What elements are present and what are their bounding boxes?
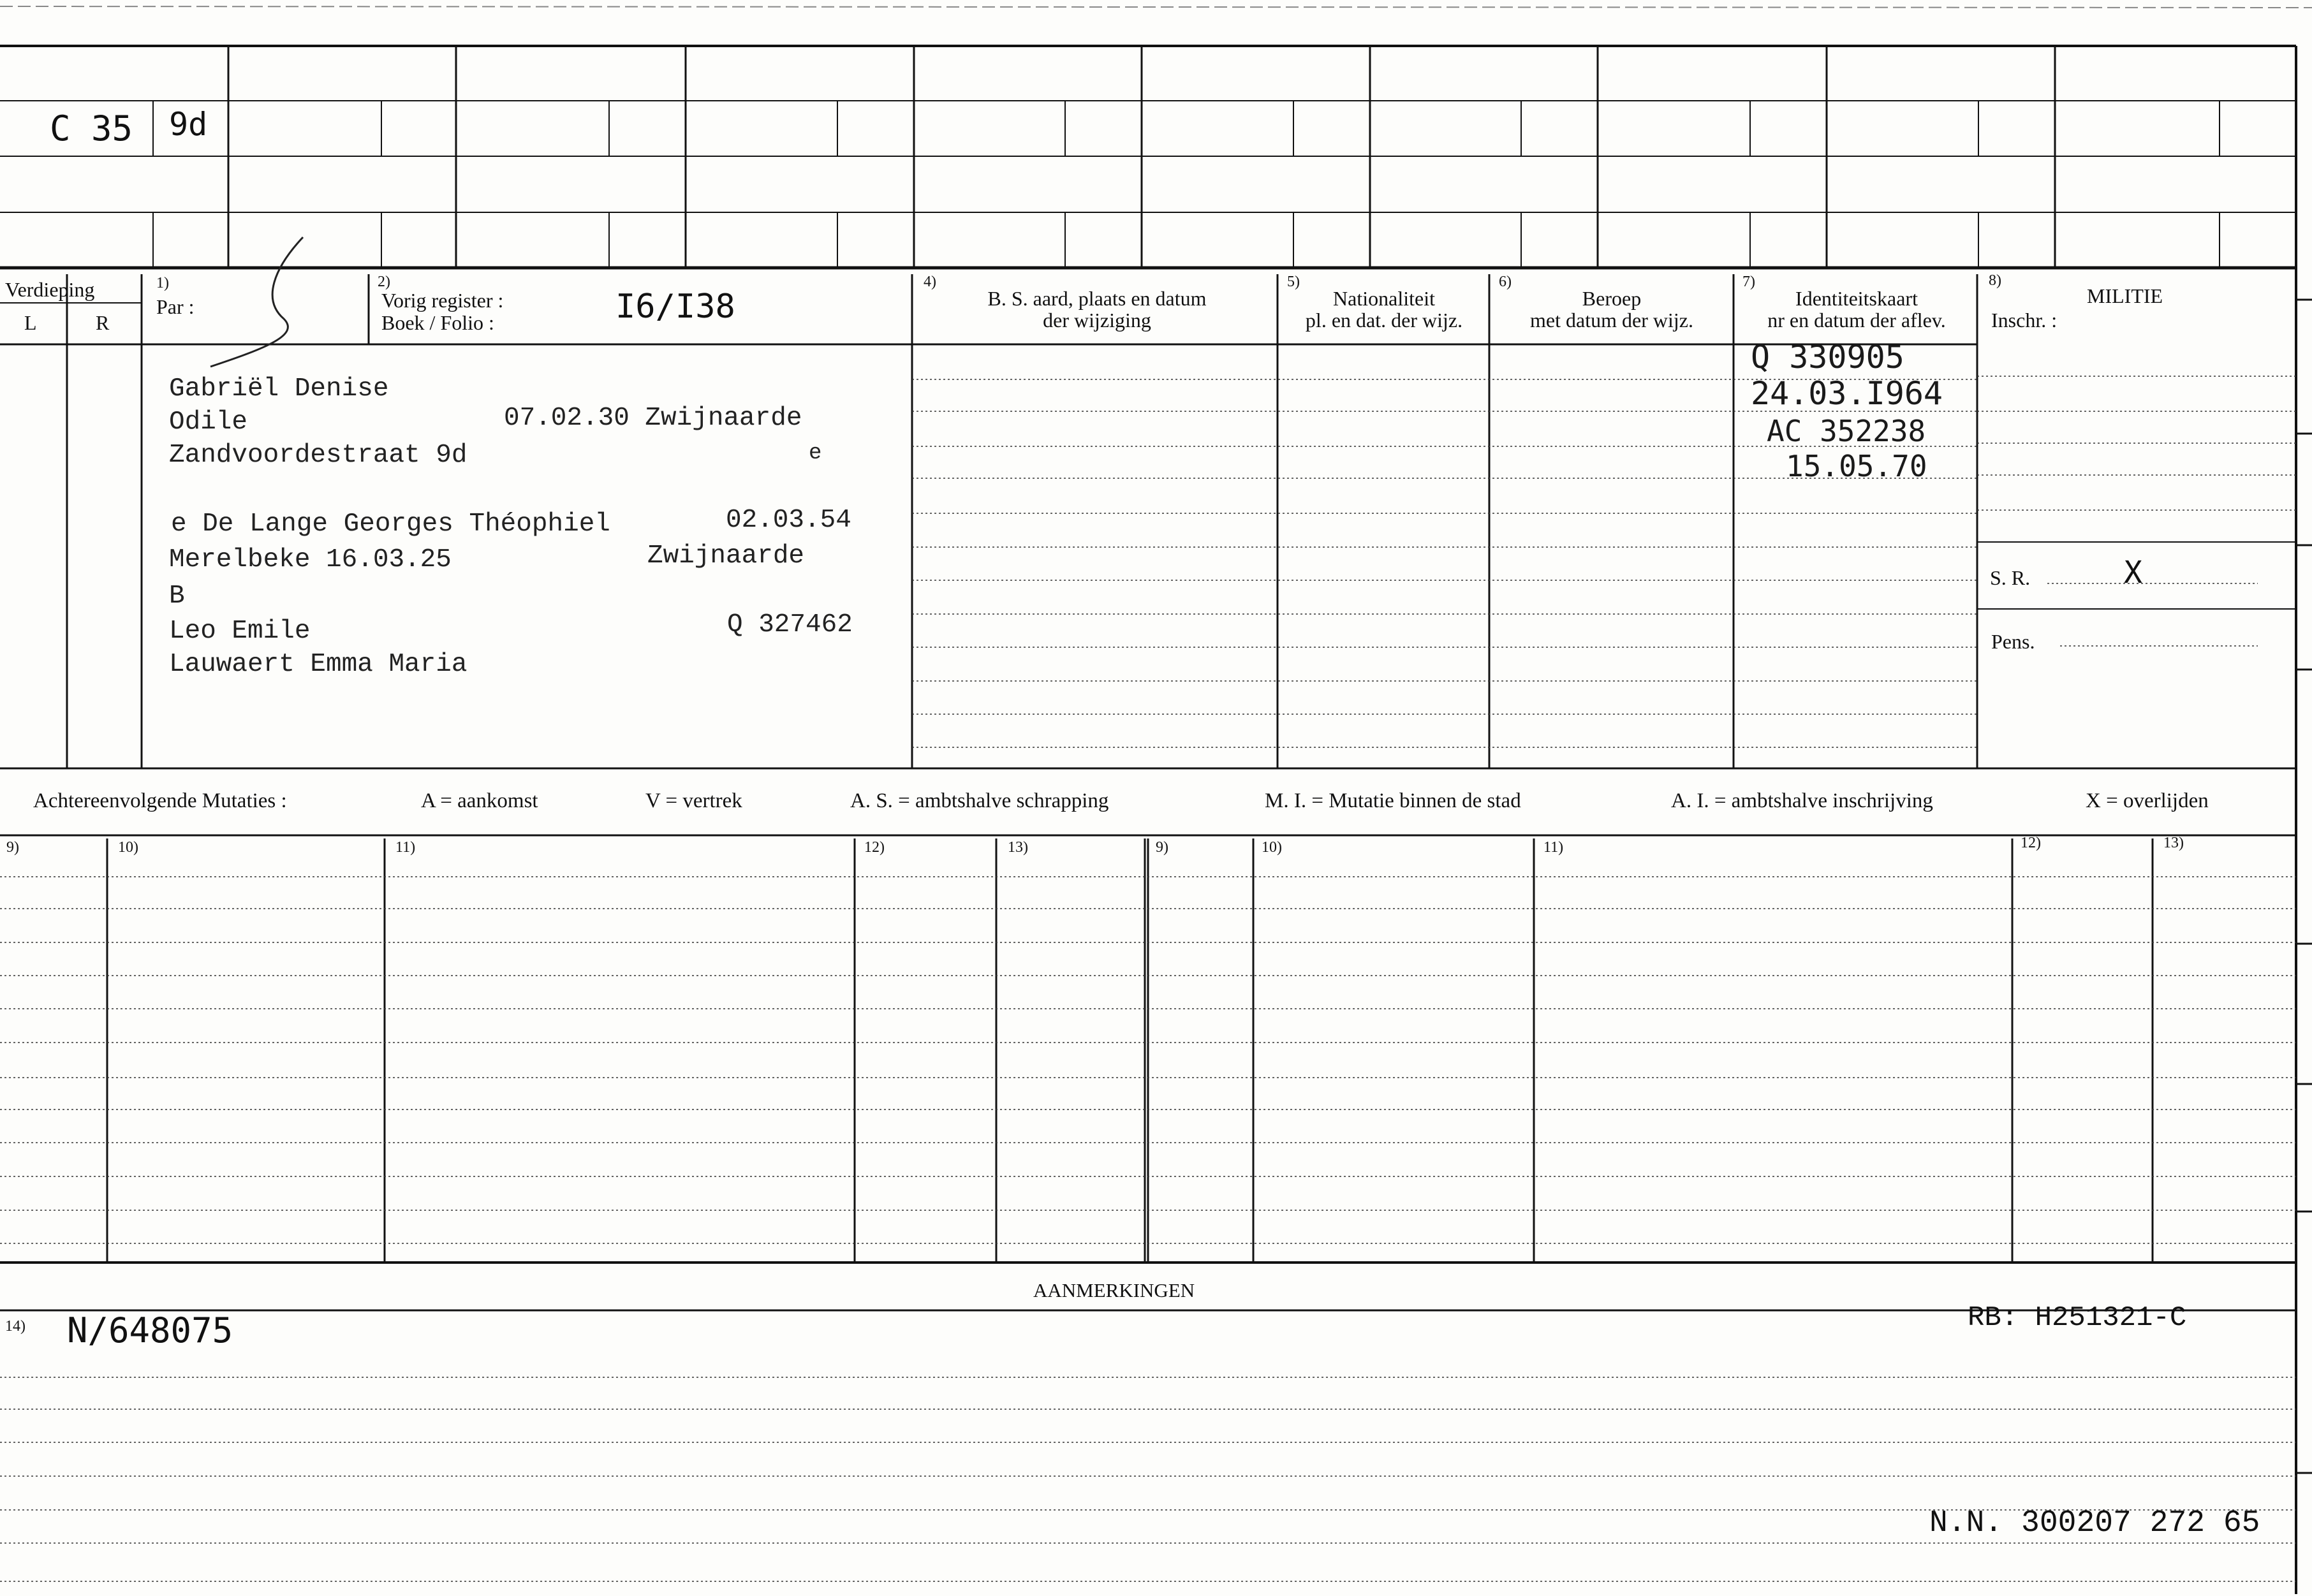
verdieping-left: L	[24, 311, 37, 334]
boek-folio-label: Boek / Folio :	[381, 311, 494, 334]
col2-number: 2)	[378, 274, 390, 290]
mut-col-number: 9)	[6, 839, 19, 856]
mut-col-number: 10)	[118, 839, 138, 856]
col6-number: 6)	[1499, 274, 1512, 290]
sr-label: S. R.	[1990, 566, 2031, 589]
child-name: Leo Emile	[169, 617, 311, 646]
marriage-place: Zwijnaarde	[647, 541, 805, 571]
nationaliteit-label: Nationaliteit	[1333, 287, 1435, 310]
house-number: 9d	[169, 106, 208, 143]
militie-label: MILITIE	[2087, 284, 2163, 307]
bs-label-line2: der wijziging	[1043, 309, 1151, 332]
child-id: Q 327462	[727, 610, 853, 640]
beroep-label: Beroep	[1582, 287, 1642, 310]
id-number-1: Q 330905	[1751, 339, 1904, 376]
id-date-1: 24.03.I964	[1751, 375, 1943, 412]
spouse-name: e De Lange Georges Théophiel	[171, 509, 610, 539]
sr-value: X	[2124, 555, 2142, 590]
remarks-number: 14)	[5, 1318, 26, 1335]
person-firstname: Gabriël Denise	[169, 374, 389, 404]
identiteitskaart-sublabel: nr en datum der aflev.	[1767, 309, 1946, 332]
mut-col-number: 11)	[395, 839, 416, 856]
remarks-code-left: N/648075	[67, 1310, 233, 1351]
status-letter: B	[169, 582, 185, 611]
mut-col-number: 13)	[2163, 835, 2184, 851]
bs-label-line1: B. S. aard, plaats en datum	[987, 287, 1207, 310]
marriage-date: 02.03.54	[726, 506, 851, 535]
mutation-overlijden: X = overlijden	[2086, 789, 2209, 812]
person-birth: 07.02.30 Zwijnaarde	[504, 404, 802, 433]
mutation-aankomst: A = aankomst	[421, 789, 538, 812]
inschr-label: Inschr. :	[1991, 309, 2058, 332]
mutation-binnen-stad: M. I. = Mutatie binnen de stad	[1265, 789, 1521, 812]
card-code: C 35	[50, 108, 133, 149]
col1-number: 1)	[156, 275, 169, 291]
verdieping-right: R	[96, 311, 110, 334]
id-number-2: AC 352238	[1767, 414, 1926, 448]
spouse-birth: Merelbeke 16.03.25	[169, 545, 452, 575]
mut-col-number: 9)	[1156, 839, 1168, 856]
mut-col-number: 13)	[1008, 839, 1028, 856]
mut-col-number: 10)	[1262, 839, 1282, 856]
beroep-sublabel: met datum der wijz.	[1530, 309, 1693, 332]
relative-name: Lauwaert Emma Maria	[169, 650, 468, 679]
pens-label: Pens.	[1991, 630, 2035, 653]
mut-col-number: 12)	[2021, 835, 2041, 851]
remarks-code-right: RB: H251321-C	[1968, 1302, 2187, 1334]
id-date-2: 15.05.70	[1786, 449, 1927, 483]
identiteitskaart-label: Identiteitskaart	[1795, 287, 1918, 310]
col8-number: 8)	[1989, 272, 2001, 289]
address-mark: e	[809, 441, 822, 465]
mut-col-number: 11)	[1543, 839, 1564, 856]
mutation-vertrek: V = vertrek	[645, 789, 742, 812]
person-name-2: Odile	[169, 407, 248, 437]
mutation-schrapping: A. S. = ambtshalve schrapping	[850, 789, 1109, 812]
person-address: Zandvoordestraat 9d	[169, 441, 468, 470]
national-number: N.N. 300207 272 65	[1929, 1506, 2260, 1541]
par-label: Par :	[156, 295, 195, 318]
nationaliteit-sublabel: pl. en dat. der wijz.	[1305, 309, 1463, 332]
col4-number: 4)	[924, 274, 936, 290]
mutation-inschrijving: A. I. = ambtshalve inschrijving	[1671, 789, 1933, 812]
mut-col-number: 12)	[864, 839, 885, 856]
verdieping-label: Verdieping	[5, 278, 95, 301]
boek-folio-value: I6/I38	[615, 288, 735, 326]
mutations-title: Achtereenvolgende Mutaties :	[33, 789, 287, 812]
col5-number: 5)	[1287, 274, 1300, 290]
col7-number: 7)	[1742, 274, 1755, 290]
vorig-register-label: Vorig register :	[381, 289, 504, 312]
remarks-title: AANMERKINGEN	[1033, 1279, 1195, 1301]
